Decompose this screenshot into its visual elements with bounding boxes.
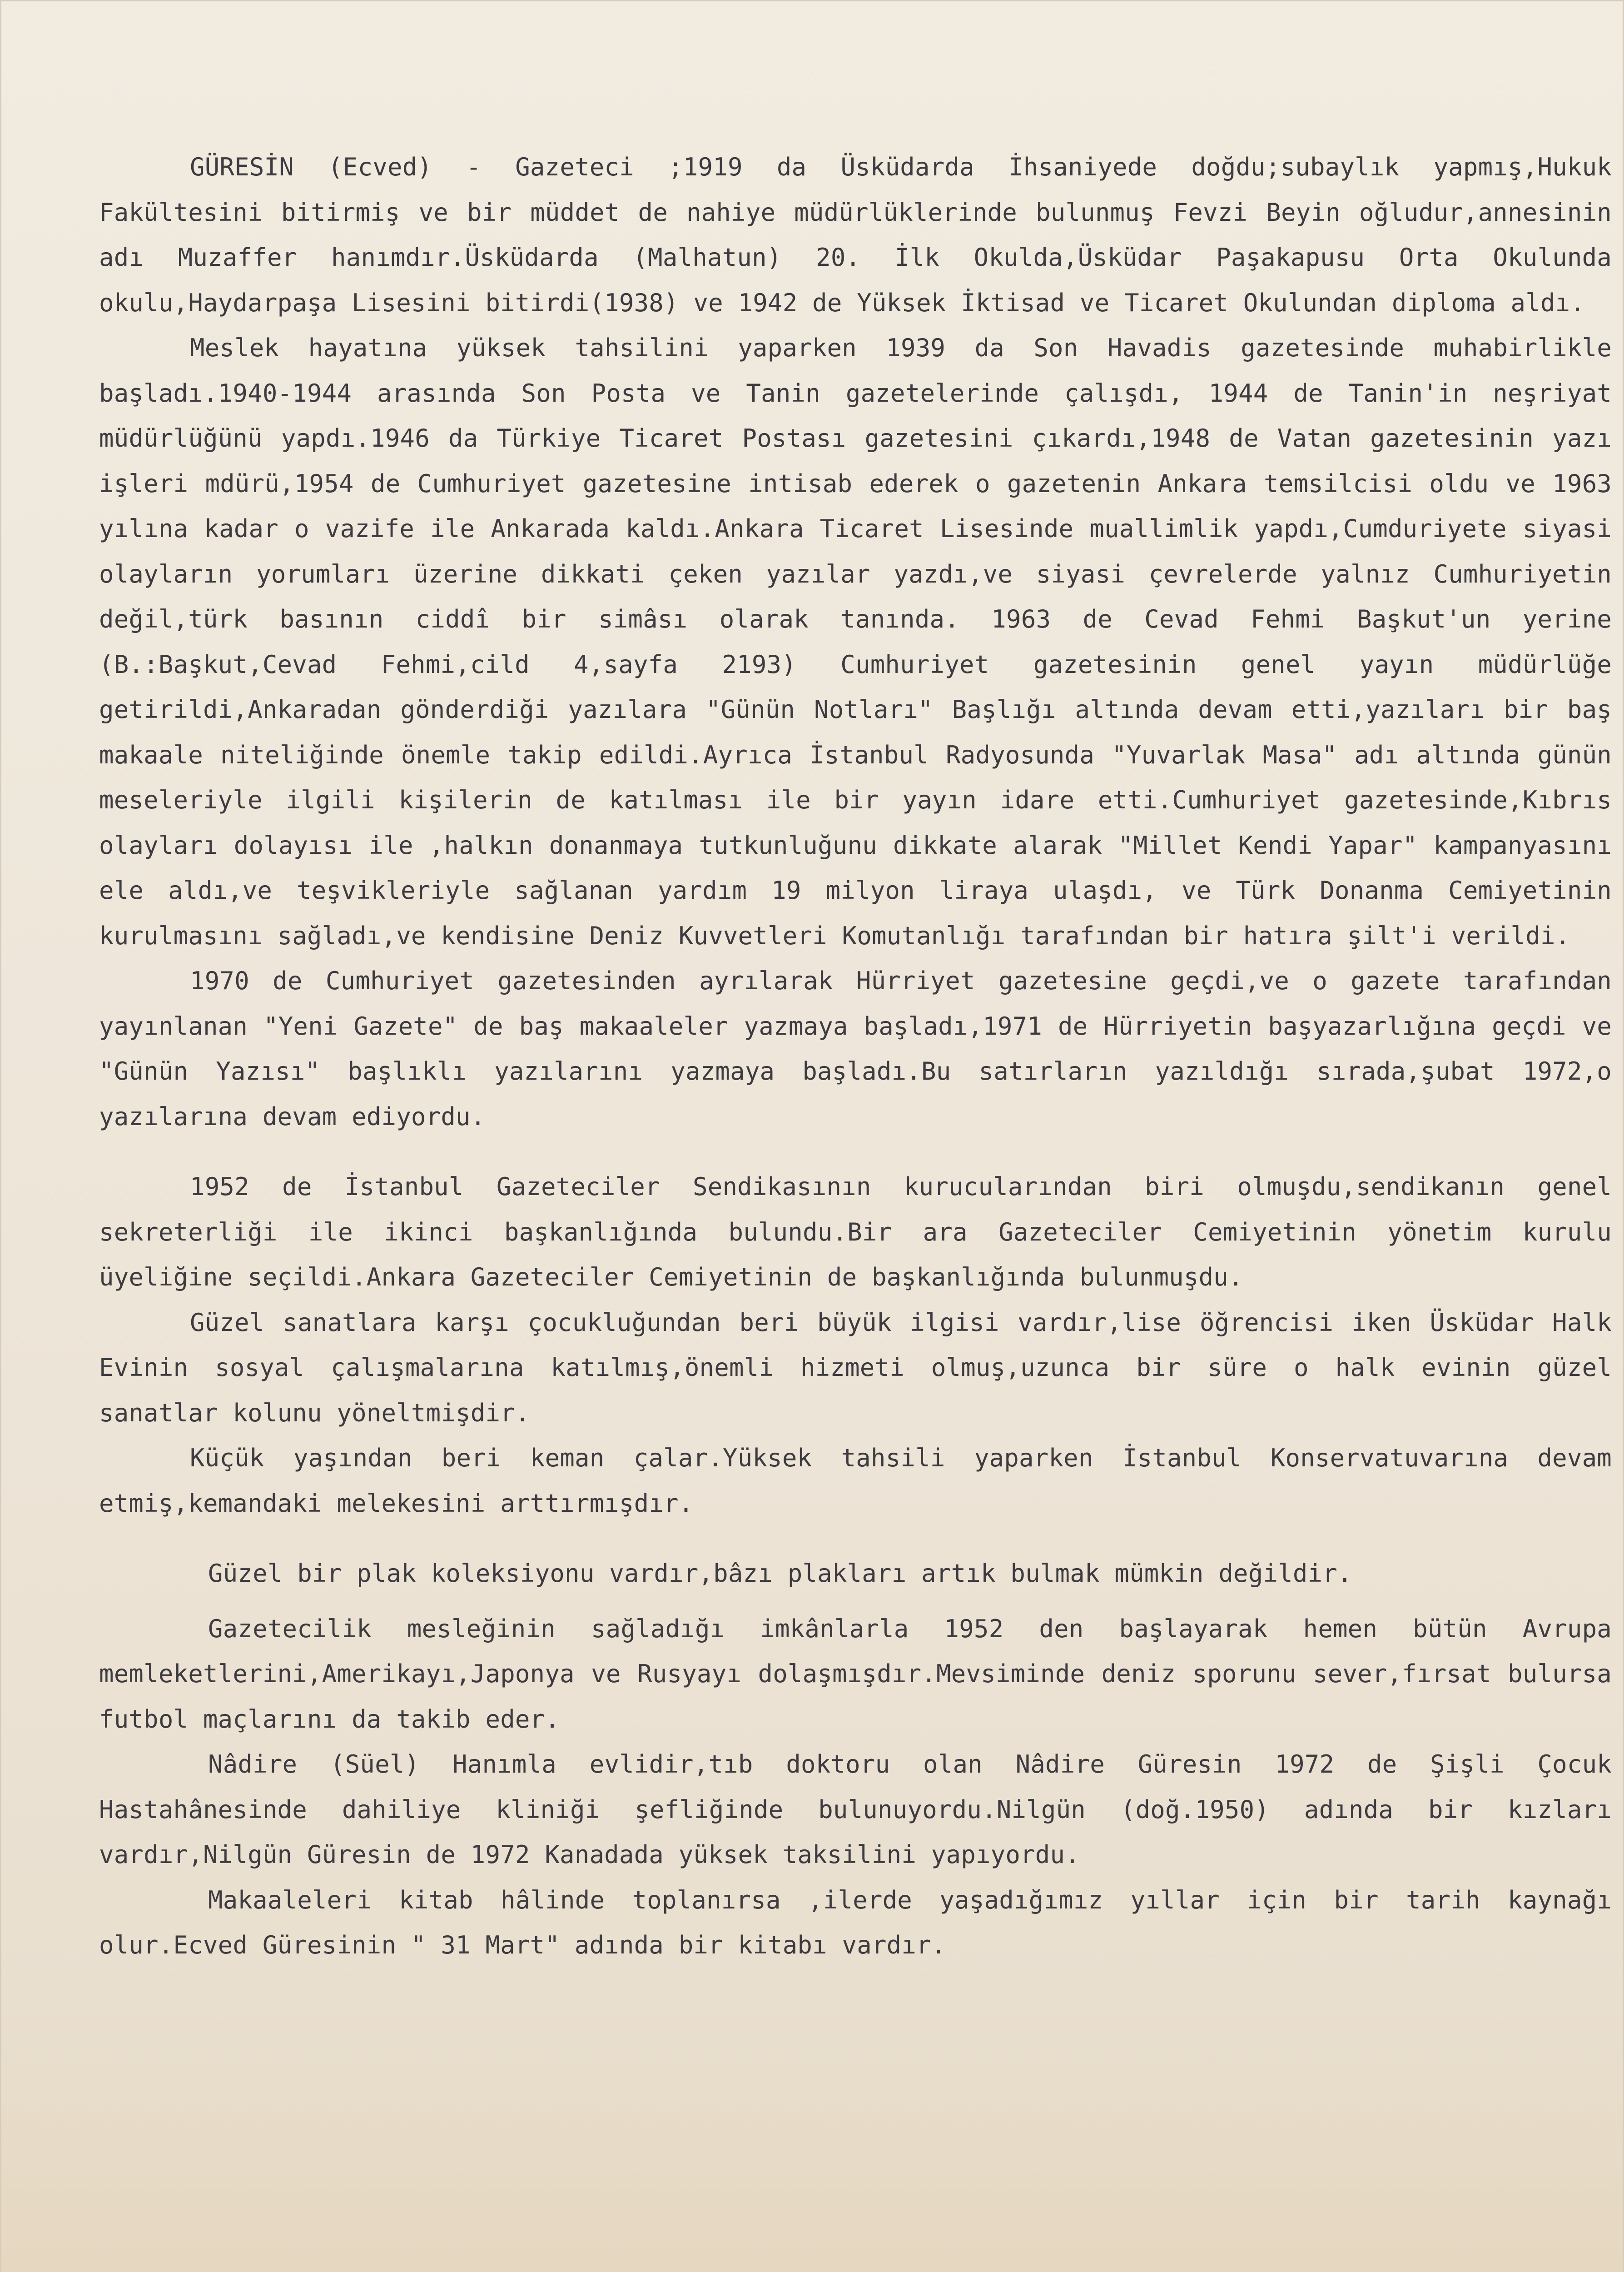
paragraph-associations: 1952 de İstanbul Gazeteciler Sendikasının kurucularından biri olmuşdu,sendikanın genel sekreterliği ile ikinci başkanlığında bulundu.Bir ara Gazeteciler Cemiyetinin yönetim kurulu üyeliğine seçildi.Ankara Gazeteciler Cemiyetinin de başkanlığında bulunmuşdu. <box>99 1172 1612 1291</box>
paragraph-gap <box>99 1596 1612 1606</box>
paragraph-travel: Gazetecilik mesleğinin sağladığı imkânlarla 1952 den başlayarak hemen bütün Avrupa memleketlerini,Amerikayı,Japonya ve Rusyayı dolaşmışdır.Mevsiminde deniz sporunu sever,fırsat bulursa futbol maçlarını da takib eder. <box>99 1614 1612 1734</box>
paragraph-violin: Küçük yaşından beri keman çalar.Yüksek tahsili yaparken İstanbul Konservatuvarına devam etmiş,kemandaki melekesini arttırmışdır. <box>99 1444 1612 1518</box>
paragraph-articles: Makaaleleri kitab hâlinde toplanırsa ,ilerde yaşadığımız yıllar için bir tarih kaynağı olur.Ecved Güresinin " 31 Mart" adında bir kitabı vardır. <box>99 1885 1612 1959</box>
paragraph-hurriyet: 1970 de Cumhuriyet gazetesinden ayrılarak Hürriyet gazetesine geçdi,ve o gazete tarafından yayınlanan "Yeni Gazete" de baş makaaleler yazmaya başladı,1971 de Hürriyetin başyazarlığına geçdi ve "Günün Yazısı" başlıklı yazılarını yazmaya başladı.Bu satırların yazıldığı sırada,şubat 1972,o yazılarına devam ediyordu. <box>99 967 1612 1131</box>
paragraph-biography-intro: GÜRESİN (Ecved) - Gazeteci ;1919 da Üsküdarda İhsaniyede doğdu;subaylık yapmış,Hukuk Fakültesini bitirmiş ve bir müddet de nahiye müdürlüklerinde bulunmuş Fevzi Beyin oğludur,annesinin adı Muzaffer hanımdır.Üsküdarda (Malhatun) 20. İlk Okulda,Üsküdar Paşakapusu Orta Okulunda okulu,Haydarpaşa Lisesini bitirdi(1938) ve 1942 de Yüksek İktisad ve Ticaret Okulundan diploma aldı. <box>99 153 1612 317</box>
paragraph-fine-arts: Güzel sanatlara karşı çocukluğundan beri büyük ilgisi vardır,lise öğrencisi iken Üsküdar Halk Evinin sosyal çalışmalarına katılmış,önemli hizmeti olmuş,uzunca bir süre o halk evinin güzel sanatlar kolunu yöneltmişdir. <box>99 1308 1612 1427</box>
paragraph-gap <box>99 1139 1612 1164</box>
paragraph-family: Nâdire (Süel) Hanımla evlidir,tıb doktoru olan Nâdire Güresin 1972 de Şişli Çocuk Hastahânesinde dahiliye kliniği şefliğinde bulunuyordu.Nilgün (doğ.1950) adında bir kızları vardır,Nilgün Güresin de 1972 Kanadada yüksek taksilini yapıyordu. <box>99 1750 1612 1869</box>
paragraph-career: Meslek hayatına yüksek tahsilini yaparken 1939 da Son Havadis gazetesinde muhabirlikle başladı.1940-1944 arasında Son Posta ve Tanin gazetelerinde çalışdı, 1944 de Tanin'in neşriyat müdürlüğünü yapdı.1946 da Türkiye Ticaret Postası gazetesini çıkardı,1948 de Vatan gazetesinin yazı işleri mdürü,1954 de Cumhuriyet gazetesine intisab ederek o gazetenin Ankara temsilcisi oldu ve 1963 yılına kadar o vazife ile Ankarada kaldı.Ankara Ticaret Lisesinde muallimlik yapdı,Cumduriyete siyasi olayların yorumları üzerine dikkati çeken yazılar yazdı,ve siyasi çevrelerde yalnız Cumhuriyetin değil,türk basının ciddî bir simâsı olarak tanında. 1963 de Cevad Fehmi Başkut'un yerine (B.:Başkut,Cevad Fehmi,cild 4,sayfa 2193) Cumhuriyet gazetesinin genel yayın müdürlüğe getirildi,Ankaradan gönderdiği yazılara "Günün Notları" Başlığı altında devam etti,yazıları bir baş makaale niteliğinde önemle takip edildi.Ayrıca İstanbul Radyosunda "Yuvarlak Masa" adı altında günün meseleriyle ilgili kişilerin de katılması ile bir yayın idare etti.Cumhuriyet gazetesinde,Kıbrıs olayları dolayısı ile ,halkın donanmaya tutkunluğunu dikkate alarak "Millet Kendi Yapar" kampanyasını ele aldı,ve teşvikleriyle sağlanan yardım 19 milyon liraya ulaşdı, ve Türk Donanma Cemiyetinin kurulmasını sağladı,ve kendisine Deniz Kuvvetleri Komutanlığı tarafından bir hatıra şilt'i verildi. <box>99 334 1612 950</box>
paragraph-gap <box>99 1526 1612 1551</box>
paragraph-records: Güzel bir plak koleksiyonu vardır,bâzı plakları artık bulmak mümkin değildir. <box>208 1559 1352 1588</box>
document-body <box>99 144 1612 1968</box>
